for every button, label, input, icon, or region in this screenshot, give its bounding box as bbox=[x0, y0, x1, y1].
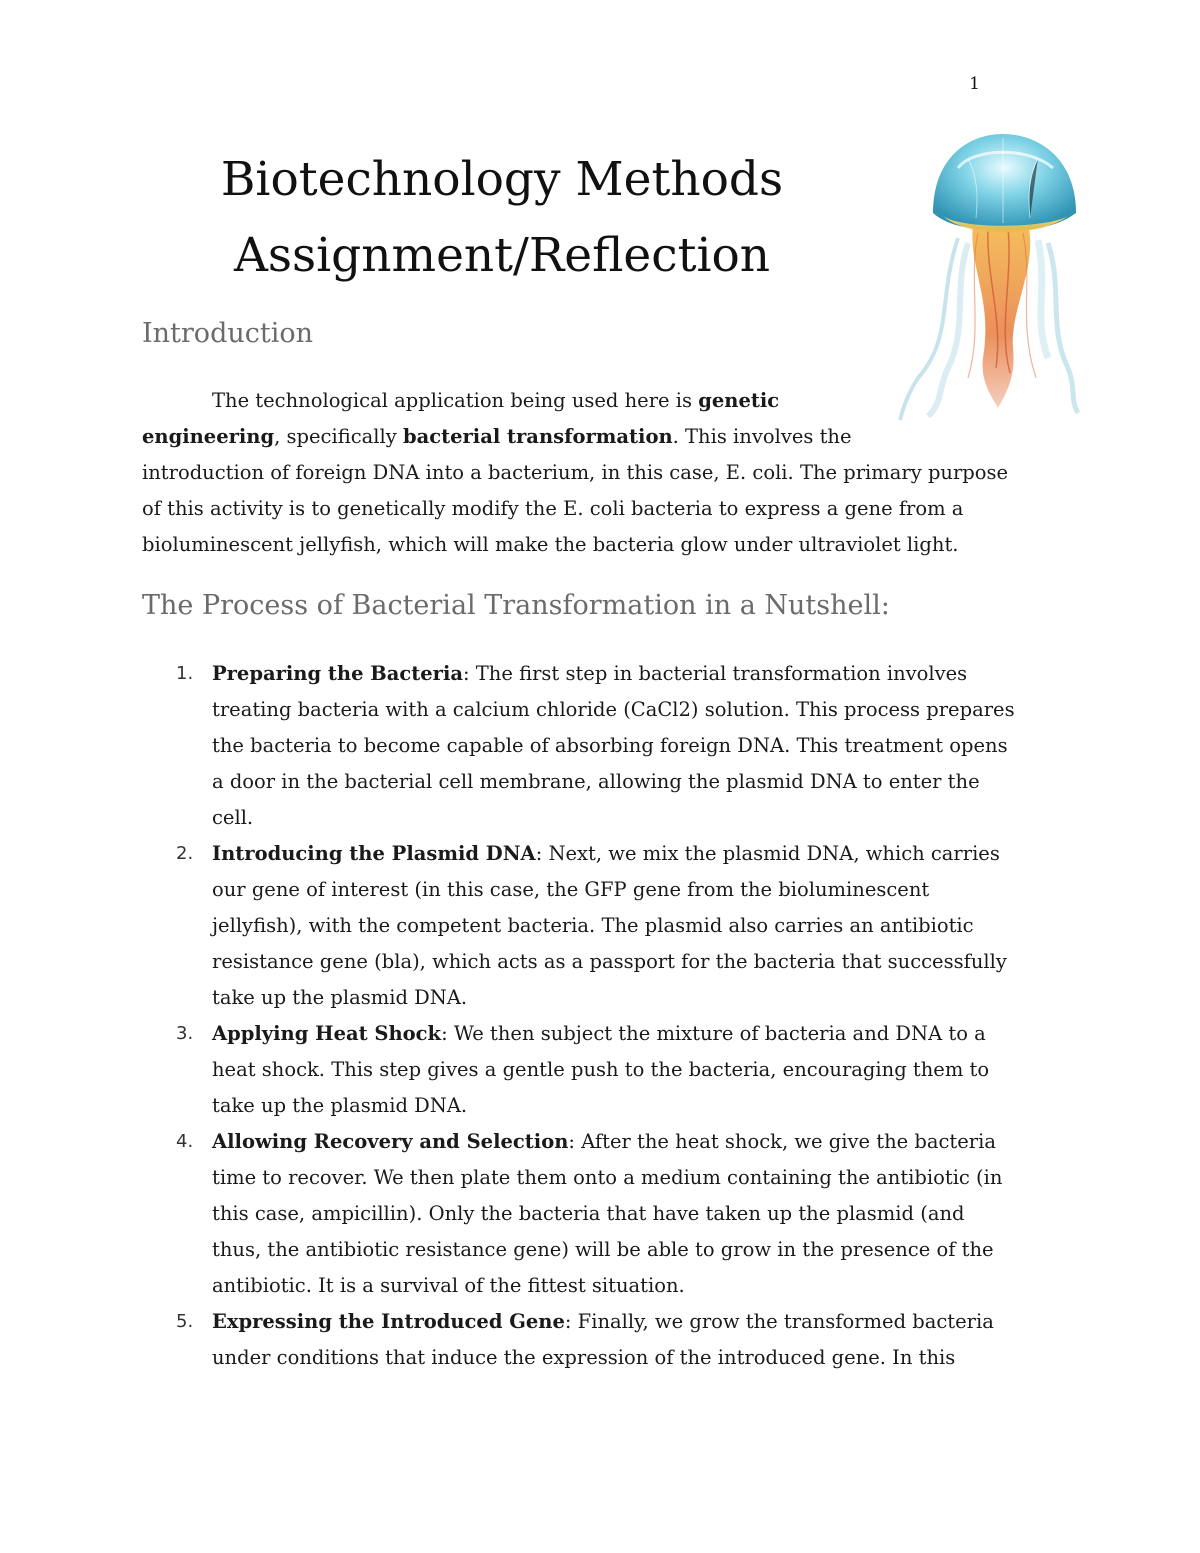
step-line: antibiotic. It is a survival of the fittest situation. bbox=[212, 1274, 685, 1297]
step-text: : Next, we mix the plasmid DNA, which carries bbox=[535, 842, 1000, 865]
step-line: cell. bbox=[212, 806, 254, 829]
intro-text: The technological application being used here is bbox=[212, 389, 699, 412]
step-number: 3. bbox=[176, 1023, 194, 1044]
step-text: : After the heat shock, we give the bacteria bbox=[568, 1130, 996, 1153]
step-text: : We then subject the mixture of bacteria and DNA to a bbox=[441, 1022, 986, 1045]
step-line: treating bacteria with a calcium chloride (CaCl2) solution. This process prepares bbox=[212, 698, 1015, 721]
introduction-heading: Introduction bbox=[142, 318, 313, 349]
list-item bbox=[0, 836, 1015, 1016]
step-line: the bacteria to become capable of absorbing foreign DNA. This treatment opens bbox=[212, 734, 1008, 757]
introduction-paragraph bbox=[142, 383, 1008, 563]
step-line bbox=[212, 656, 1015, 692]
title-line-1: Biotechnology Methods bbox=[220, 152, 784, 207]
step-line: resistance gene (bla), which acts as a passport for the bacteria that successfully bbox=[212, 950, 1007, 973]
step-line: time to recover. We then plate them onto a medium containing the antibiotic (in bbox=[212, 1166, 1003, 1189]
intro-line-5: bioluminescent jellyfish, which will make the bacteria glow under ultraviolet light. bbox=[142, 533, 959, 556]
step-line bbox=[212, 1124, 1015, 1160]
step-line bbox=[212, 836, 1015, 872]
step-line: our gene of interest (in this case, the GFP gene from the bioluminescent bbox=[212, 878, 930, 901]
step-title: Allowing Recovery and Selection bbox=[212, 1130, 569, 1153]
step-line bbox=[212, 1304, 1015, 1340]
document-title bbox=[130, 142, 874, 294]
intro-line-3: introduction of foreign DNA into a bacterium, in this case, E. coli. The primary purpose bbox=[142, 461, 1009, 484]
process-heading: The Process of Bacterial Transformation in a Nutshell: bbox=[142, 590, 890, 621]
step-title: Introducing the Plasmid DNA bbox=[212, 842, 536, 865]
step-number: 5. bbox=[176, 1311, 194, 1332]
intro-text: . This involves the bbox=[672, 425, 852, 448]
step-line: under conditions that induce the expression of the introduced gene. In this bbox=[212, 1346, 956, 1369]
intro-text: , specifically bbox=[274, 425, 403, 448]
step-line: this case, ampicillin). Only the bacteria that have taken up the plasmid (and bbox=[212, 1202, 965, 1225]
step-title: Preparing the Bacteria bbox=[212, 662, 463, 685]
step-text: : Finally, we grow the transformed bacteria bbox=[564, 1310, 994, 1333]
intro-line-4: of this activity is to genetically modify the E. coli bacteria to express a gene from a bbox=[142, 497, 964, 520]
list-item bbox=[0, 1124, 1015, 1304]
step-number: 4. bbox=[176, 1131, 194, 1152]
step-body bbox=[212, 656, 1015, 836]
step-text: : The first step in bacterial transformation involves bbox=[463, 662, 968, 685]
step-title: Applying Heat Shock bbox=[212, 1022, 442, 1045]
step-number: 2. bbox=[176, 843, 194, 864]
step-title: Expressing the Introduced Gene bbox=[212, 1310, 565, 1333]
step-line: jellyfish), with the competent bacteria. The plasmid also carries an antibiotic bbox=[212, 914, 974, 937]
bold-term-bacterial-transformation: bacterial transformation bbox=[402, 425, 673, 448]
step-line: a door in the bacterial cell membrane, allowing the plasmid DNA to enter the bbox=[212, 770, 980, 793]
list-item bbox=[0, 1016, 1015, 1124]
intro-line-1 bbox=[142, 383, 1008, 419]
page-number: 1 bbox=[969, 74, 980, 94]
step-line: take up the plasmid DNA. bbox=[212, 986, 468, 1009]
intro-line-2 bbox=[142, 419, 1008, 455]
step-line: heat shock. This step gives a gentle push to the bacteria, encouraging them to bbox=[212, 1058, 990, 1081]
bold-term-genetic: genetic bbox=[698, 389, 780, 412]
step-number: 1. bbox=[176, 663, 194, 684]
bold-term-engineering: engineering bbox=[142, 425, 275, 448]
title-line-2: Assignment/Reflection bbox=[233, 228, 771, 283]
list-item bbox=[0, 1304, 1015, 1376]
process-steps-list bbox=[0, 656, 1015, 1376]
list-item bbox=[0, 656, 1015, 836]
step-line: thus, the antibiotic resistance gene) will be able to grow in the presence of the bbox=[212, 1238, 994, 1261]
step-body bbox=[212, 1304, 1015, 1376]
step-body bbox=[212, 1124, 1015, 1304]
step-body bbox=[212, 836, 1015, 1016]
step-line bbox=[212, 1016, 1015, 1052]
step-line: take up the plasmid DNA. bbox=[212, 1094, 468, 1117]
step-body bbox=[212, 1016, 1015, 1124]
